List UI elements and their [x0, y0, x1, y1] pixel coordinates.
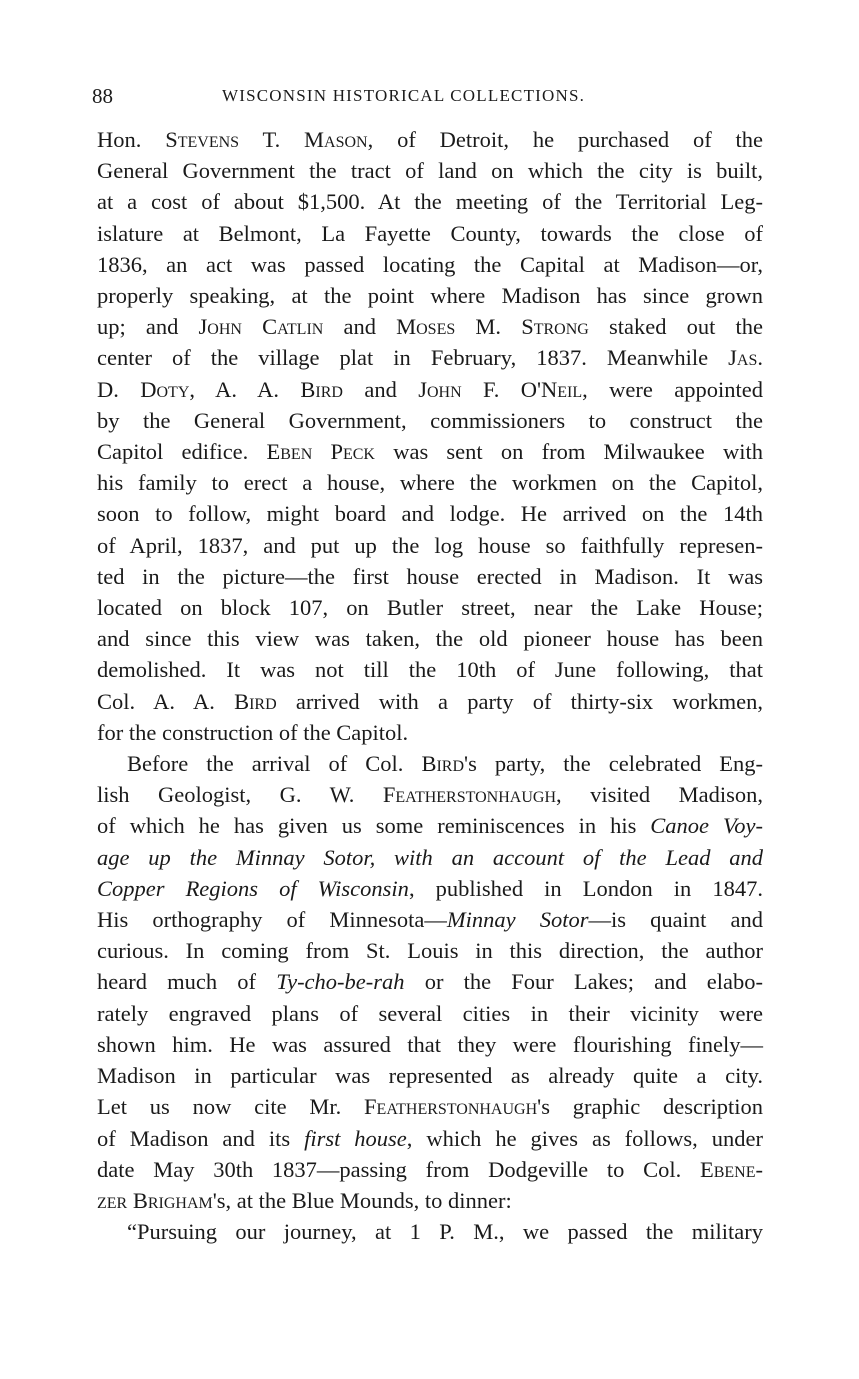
text-line — [97, 342, 763, 373]
small-caps-name: John — [418, 376, 462, 402]
text-line — [97, 218, 763, 249]
italic-title: first house — [304, 1125, 407, 1151]
text-line — [97, 467, 763, 498]
text-line — [97, 374, 763, 405]
small-caps-name: Strong — [521, 314, 589, 340]
text-line — [97, 436, 763, 467]
text-segment: curious. In coming from St. Louis in this direction, the author — [97, 938, 763, 964]
text-segment: General Government the tract of land on which the city is built, — [97, 158, 763, 184]
text-line — [97, 966, 763, 997]
text-segment: M. — [455, 314, 522, 340]
small-caps-name: D. Doty — [97, 376, 190, 402]
page-header — [92, 84, 760, 112]
text-segment: or the Four Lakes; and elabo- — [404, 969, 763, 995]
italic-title: Copper Regions of Wisconsin — [97, 875, 409, 901]
text-segment: and — [323, 314, 397, 340]
text-segment: was sent on from Milwaukee with — [375, 439, 763, 465]
text-segment: up; and — [97, 314, 199, 340]
text-segment: and since this view was taken, the old pioneer house has been — [97, 626, 763, 652]
small-caps-name: John Catlin — [198, 314, 324, 340]
text-segment: Before the arrival of Col. — [127, 751, 422, 777]
italic-title: Canoe Voy- — [650, 813, 763, 839]
italic-title: Ty-cho-be-rah — [276, 969, 405, 995]
text-segment: rately engraved plans of several cities in their vicinity were — [97, 1000, 763, 1026]
text-line — [97, 1154, 763, 1185]
text-segment: F. — [461, 376, 521, 402]
text-line — [97, 842, 763, 873]
text-segment: Hon. — [97, 127, 166, 152]
text-line — [97, 249, 763, 280]
page-number: 88 — [92, 84, 113, 108]
text-line — [97, 311, 763, 342]
small-caps-name: Ebene- — [699, 1156, 763, 1182]
text-segment: of April, 1837, and put up the log house so faithfully represen- — [97, 532, 763, 558]
italic-title: age up the Minnay Sotor, with an account of the Lead and — [97, 844, 763, 870]
text-line — [97, 623, 763, 654]
text-segment: Let us now cite Mr. — [97, 1094, 365, 1120]
text-line — [97, 686, 763, 717]
text-segment: ted in the picture—the first house erected in Madison. It was — [97, 563, 763, 589]
text-segment: 's graphic description — [537, 1094, 763, 1120]
italic-title: Minnay Sotor — [446, 907, 589, 933]
text-line — [97, 1185, 763, 1216]
text-line — [97, 998, 763, 1029]
small-caps-name: Featherstonhaugh — [364, 1094, 538, 1120]
small-caps-name: Bird — [421, 751, 465, 777]
small-caps-name: Moses — [396, 314, 456, 340]
small-caps-name: Bird — [234, 688, 277, 714]
text-line — [97, 530, 763, 561]
text-segment: arrived with a party of thirty-six workmen, — [276, 688, 763, 714]
text-segment: soon to follow, might board and lodge. He arrived on the 14th — [97, 501, 763, 527]
text-segment: , which he gives as follows, under — [406, 1125, 763, 1151]
text-segment: , visited Madison, — [556, 782, 763, 808]
text-segment: lish Geologist, G. W. — [97, 782, 383, 808]
text-segment: properly speaking, at the point where Madison has since grown — [97, 283, 763, 309]
text-segment: his family to erect a house, where the workmen on the Capitol, — [97, 470, 763, 496]
text-segment: , A. A. — [189, 376, 301, 402]
text-segment: of which he has given us some reminiscences in his — [97, 813, 651, 839]
text-line — [97, 155, 763, 186]
text-segment: —is quaint and — [588, 907, 763, 933]
small-caps-name: O'Neil — [520, 376, 583, 402]
text-segment: shown him. He was assured that they were flourishing finely— — [97, 1031, 763, 1057]
text-line — [97, 748, 763, 779]
text-segment: , of Detroit, he purchased of the — [367, 127, 764, 152]
text-line — [97, 186, 763, 217]
text-line — [97, 873, 763, 904]
small-caps-name: zer Brigham — [97, 1187, 213, 1213]
text-segment: demolished. It was not till the 10th of June following, that — [97, 657, 763, 683]
text-line — [97, 810, 763, 841]
text-line — [97, 717, 763, 748]
text-line — [97, 498, 763, 529]
text-line — [97, 592, 763, 623]
text-line — [97, 405, 763, 436]
small-caps-name: Featherstonhaugh — [382, 782, 556, 808]
body-text — [97, 124, 763, 1247]
small-caps-name: Jas. — [728, 345, 763, 371]
text-segment: 's party, the celebrated Eng- — [464, 751, 763, 777]
text-segment: 's, at the Blue Mounds, to dinner: — [212, 1187, 512, 1213]
text-segment: Madison in particular was represented as already quite a city. — [97, 1063, 763, 1089]
text-segment: for the construction of the Capitol. — [97, 719, 409, 745]
text-segment: 1836, an act was passed locating the Capital at Madison—or, — [97, 251, 763, 277]
small-caps-name: Mason — [304, 127, 368, 152]
text-segment: date May 30th 1837—passing from Dodgeville to Col. — [97, 1156, 700, 1182]
text-line — [97, 1216, 763, 1247]
text-segment: and — [342, 376, 419, 402]
running-head: WISCONSIN HISTORICAL COLLECTIONS. — [222, 86, 586, 105]
text-line — [97, 779, 763, 810]
text-segment: heard much of — [97, 969, 277, 995]
text-segment: Capitol edifice. — [97, 439, 267, 465]
text-segment: staked out the — [588, 314, 763, 340]
text-segment: by the General Government, commissioners to construct the — [97, 407, 763, 433]
text-segment: His orthography of Minnesota— — [97, 907, 447, 933]
small-caps-name: Bird — [300, 376, 343, 402]
text-line — [97, 561, 763, 592]
text-segment: , were appointed — [582, 376, 763, 402]
text-line — [97, 1029, 763, 1060]
text-line — [97, 1091, 763, 1122]
text-line — [97, 124, 763, 155]
text-line — [97, 1060, 763, 1091]
text-segment: Col. A. A. — [97, 688, 235, 714]
text-line — [97, 935, 763, 966]
text-segment: center of the village plat in February, 1837. Meanwhile — [97, 345, 729, 371]
text-line — [97, 654, 763, 685]
text-segment: , published in London in 1847. — [408, 875, 763, 901]
text-line — [97, 904, 763, 935]
text-segment: islature at Belmont, La Fayette County, towards the close of — [97, 220, 763, 246]
text-segment: of Madison and its — [97, 1125, 305, 1151]
small-caps-name: Eben Peck — [266, 439, 375, 465]
small-caps-name: Stevens — [165, 127, 240, 152]
text-line — [97, 280, 763, 311]
text-segment: T. — [239, 127, 305, 152]
text-segment: at a cost of about $1,500. At the meeting of the Territorial Leg- — [97, 189, 763, 215]
text-segment: located on block 107, on Butler street, near the Lake House; — [97, 595, 763, 621]
text-segment: “Pursuing our journey, at 1 P. M., we passed the military — [127, 1219, 763, 1245]
text-line — [97, 1123, 763, 1154]
